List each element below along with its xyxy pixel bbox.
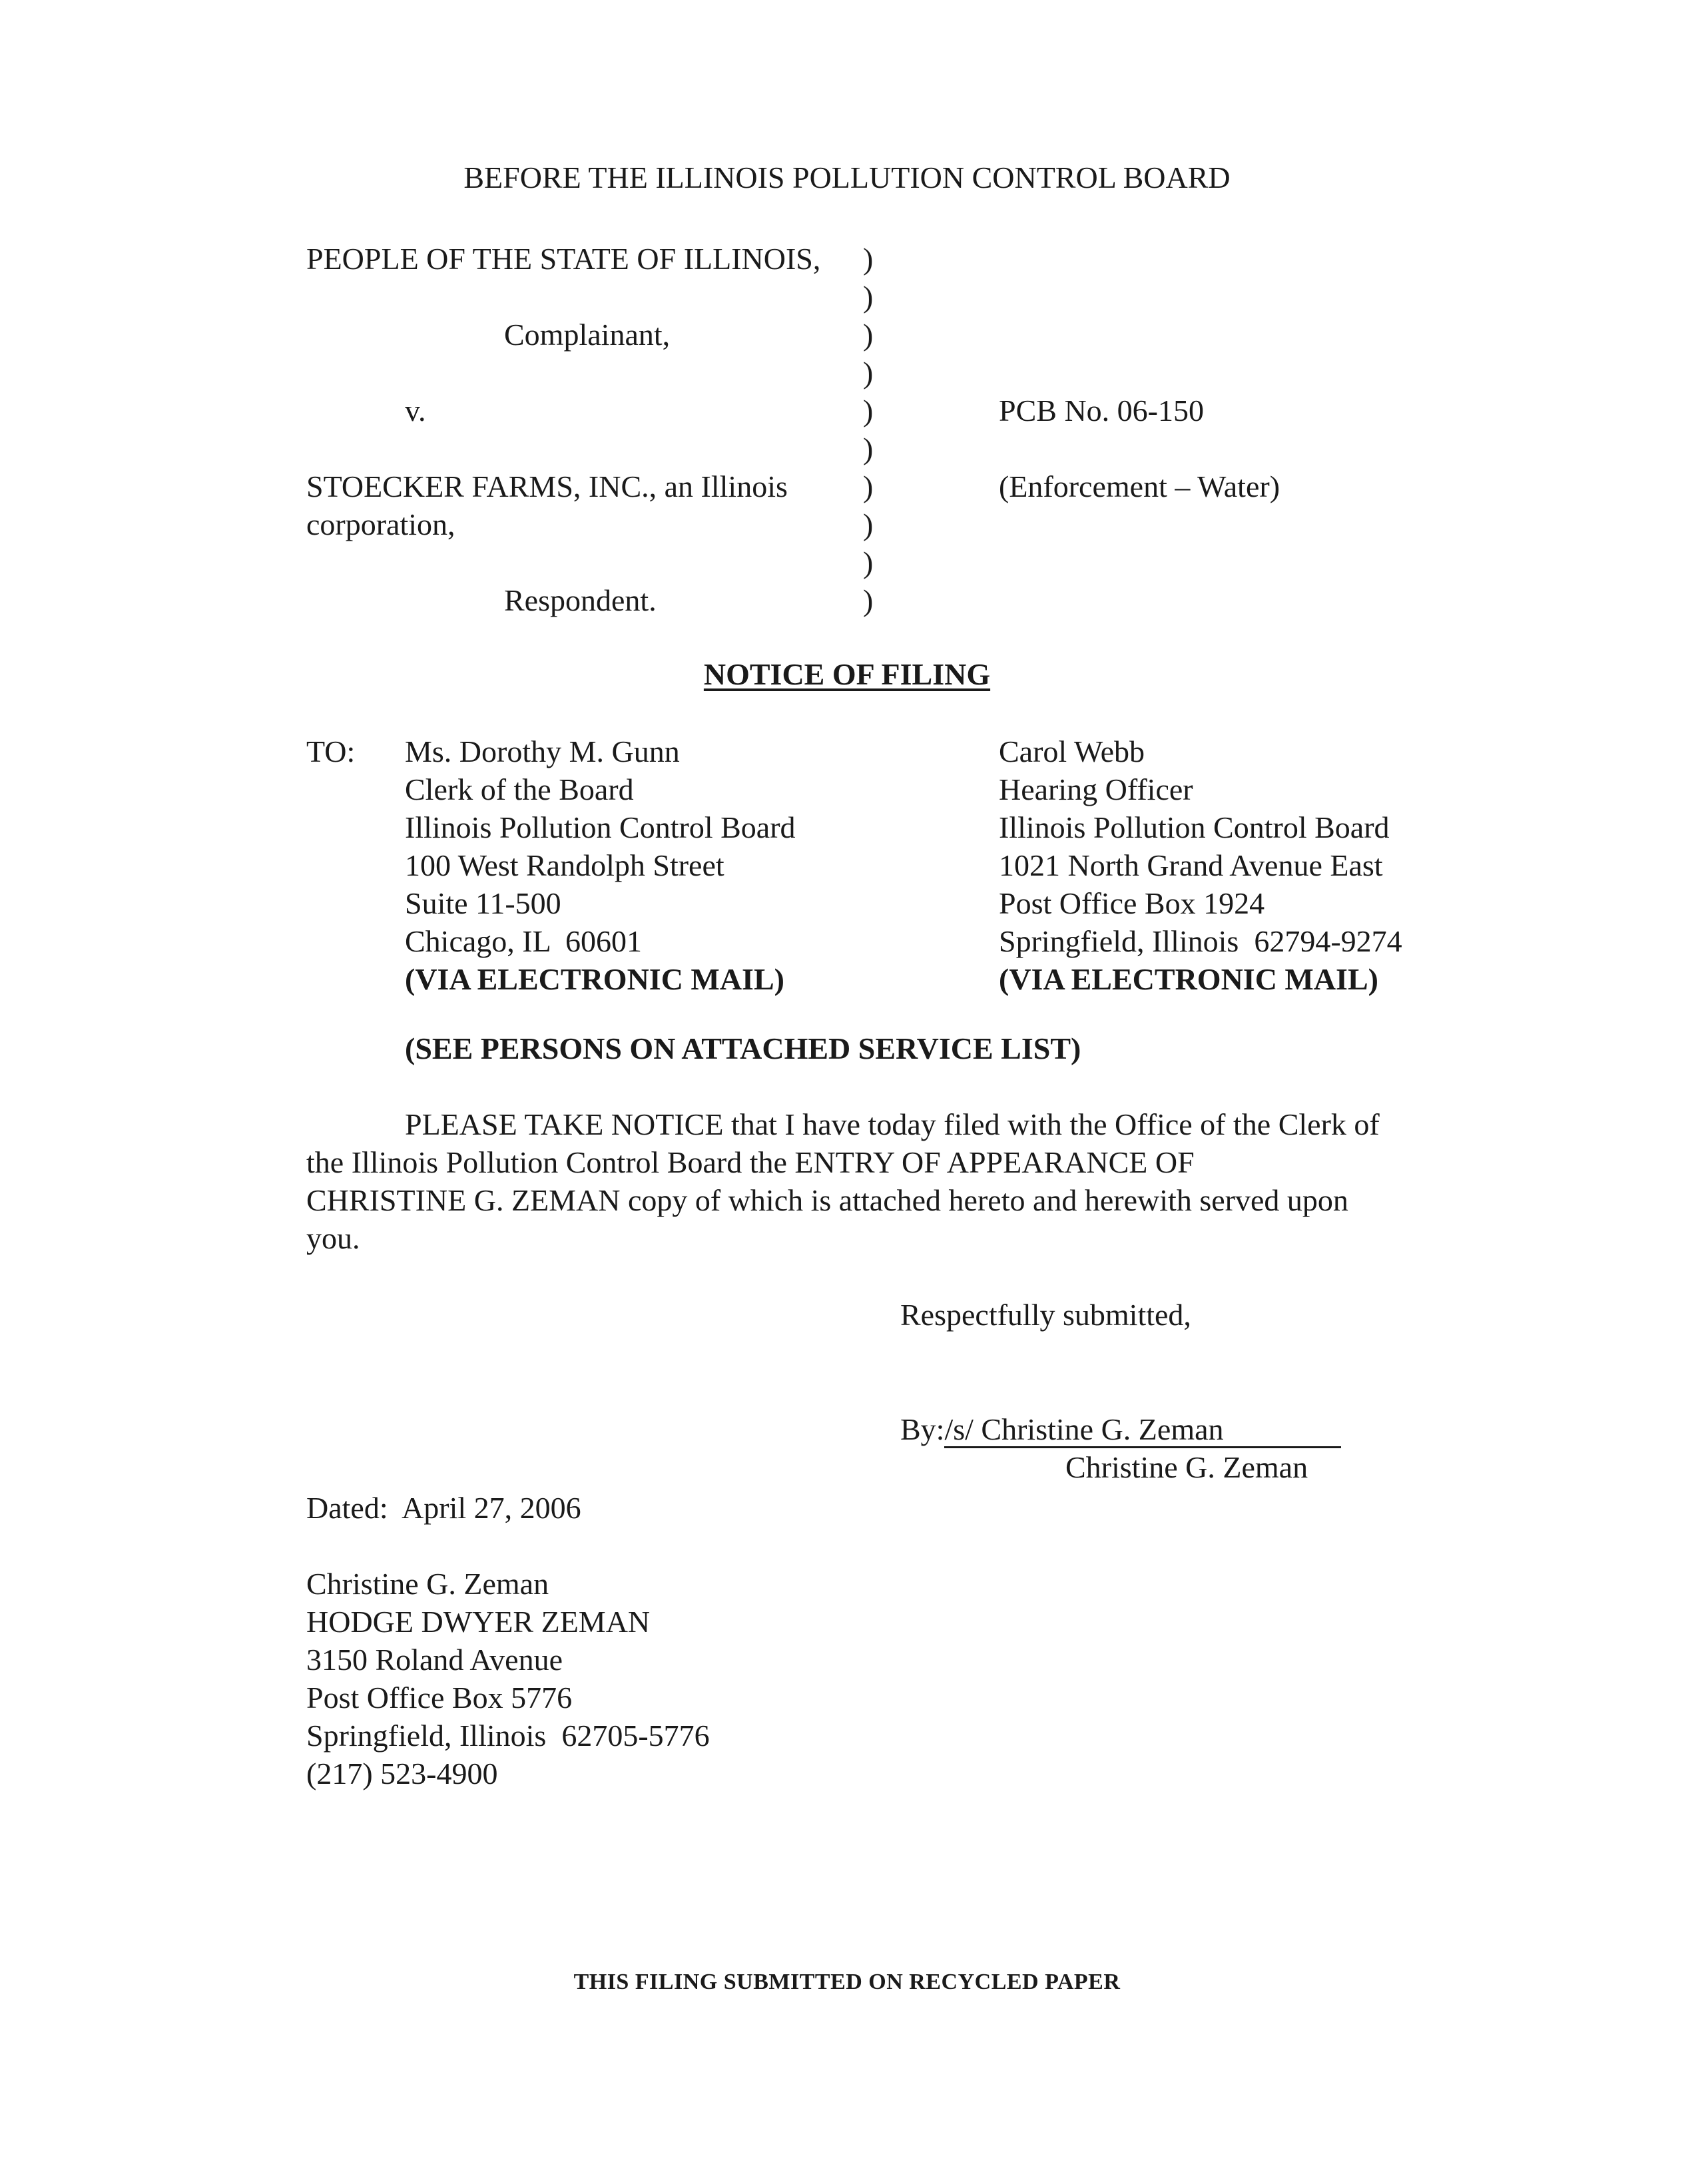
complainant-name: PEOPLE OF THE STATE OF ILLINOIS, bbox=[306, 242, 821, 276]
attorney-line: 3150 Roland Avenue bbox=[306, 1643, 563, 1677]
complainant-role: Complainant, bbox=[504, 318, 671, 352]
board-title: BEFORE THE ILLINOIS POLLUTION CONTROL BOARD bbox=[463, 160, 1231, 194]
case-type: (Enforcement – Water) bbox=[999, 469, 1280, 503]
electronic-signature: /s/ Christine G. Zeman bbox=[944, 1413, 1341, 1448]
recipient-left-method: (VIA ELECTRONIC MAIL) bbox=[405, 962, 784, 996]
recipient-right-line: Illinois Pollution Control Board bbox=[999, 810, 1390, 844]
recipient-left-line: Clerk of the Board bbox=[405, 772, 634, 806]
respondent-name-line2: corporation, bbox=[306, 507, 455, 541]
signature-line bbox=[900, 1410, 1341, 1448]
recipient-left-line: Ms. Dorothy M. Gunn bbox=[405, 734, 680, 768]
recipient-left-line: Chicago, IL 60601 bbox=[405, 924, 643, 958]
recipient-right-line: Springfield, Illinois 62794-9274 bbox=[999, 924, 1402, 958]
paren: ) bbox=[863, 394, 874, 427]
recipient-right-method: (VIA ELECTRONIC MAIL) bbox=[999, 962, 1378, 996]
attorney-line: (217) 523-4900 bbox=[306, 1757, 498, 1790]
respondent-name-line1: STOECKER FARMS, INC., an Illinois bbox=[306, 469, 788, 503]
paren: ) bbox=[863, 356, 874, 390]
service-list-note: (SEE PERSONS ON ATTACHED SERVICE LIST) bbox=[405, 1031, 1081, 1065]
paren: ) bbox=[863, 469, 874, 503]
notice-title: NOTICE OF FILING bbox=[703, 657, 991, 691]
dated: Dated: April 27, 2006 bbox=[306, 1491, 581, 1525]
body-line: the Illinois Pollution Control Board the ENTRY OF APPEARANCE OF bbox=[306, 1145, 1195, 1179]
paren: ) bbox=[863, 583, 874, 617]
attorney-line: Christine G. Zeman bbox=[306, 1567, 549, 1601]
recipient-right-line: Carol Webb bbox=[999, 734, 1145, 768]
body-line: CHRISTINE G. ZEMAN copy of which is attached hereto and herewith served upon bbox=[306, 1183, 1348, 1217]
attorney-line: HODGE DWYER ZEMAN bbox=[306, 1605, 651, 1639]
paren: ) bbox=[863, 507, 874, 541]
notice-body bbox=[306, 1105, 1472, 1257]
versus: v. bbox=[405, 394, 426, 427]
body-line: PLEASE TAKE NOTICE that I have today filed with the Office of the Clerk of bbox=[405, 1107, 1380, 1141]
recycled-paper-footer: THIS FILING SUBMITTED ON RECYCLED PAPER bbox=[573, 1970, 1121, 1994]
caption-parentheses bbox=[863, 240, 873, 619]
recipient-left-line: Suite 11-500 bbox=[405, 886, 561, 920]
by-label: By: bbox=[900, 1412, 945, 1446]
recipient-left-line: Illinois Pollution Control Board bbox=[405, 810, 796, 844]
signer-name: Christine G. Zeman bbox=[1065, 1450, 1308, 1484]
recipient-left-line: 100 West Randolph Street bbox=[405, 848, 724, 882]
case-number: PCB No. 06-150 bbox=[999, 394, 1204, 427]
to-label: TO: bbox=[306, 734, 356, 768]
closing: Respectfully submitted, bbox=[900, 1298, 1191, 1332]
paren: ) bbox=[863, 431, 874, 465]
paren: ) bbox=[863, 545, 874, 579]
paren: ) bbox=[863, 280, 874, 314]
attorney-line: Springfield, Illinois 62705-5776 bbox=[306, 1719, 710, 1753]
paren: ) bbox=[863, 318, 874, 352]
attorney-line: Post Office Box 5776 bbox=[306, 1681, 573, 1715]
recipient-right-line: 1021 North Grand Avenue East bbox=[999, 848, 1383, 882]
paren: ) bbox=[863, 242, 874, 276]
recipient-right-line: Post Office Box 1924 bbox=[999, 886, 1265, 920]
recipient-right-line: Hearing Officer bbox=[999, 772, 1193, 806]
respondent-role: Respondent. bbox=[504, 583, 657, 617]
body-line: you. bbox=[306, 1221, 360, 1255]
